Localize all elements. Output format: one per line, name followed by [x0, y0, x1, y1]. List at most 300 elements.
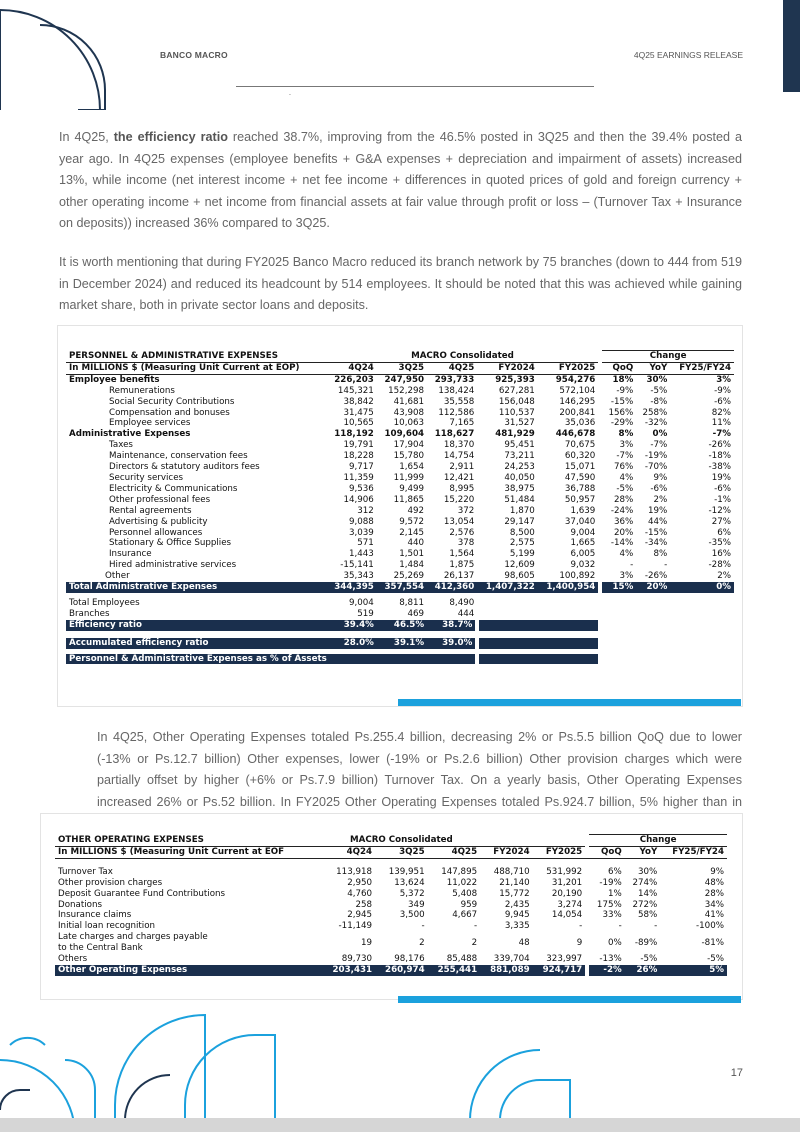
cell-value: 44%: [647, 516, 668, 527]
cell-value: 3,500: [399, 910, 425, 921]
cell-value: 3%: [619, 440, 634, 451]
cell-value: 344,395: [327, 582, 377, 593]
cell-value: 156,048: [498, 396, 535, 407]
cell-value: 349: [408, 899, 425, 910]
cell-value: -70%: [644, 462, 668, 473]
header-divider: [236, 86, 594, 87]
table-row: [66, 374, 734, 385]
row-label: Electricity & Communications: [109, 483, 238, 494]
cell-value: 531,992: [546, 866, 583, 877]
cell-value: 2: [419, 937, 425, 948]
cell-value: 3,039: [348, 527, 374, 538]
row-label: Insurance: [109, 549, 152, 560]
cell-value: -1%: [714, 494, 731, 505]
cell-value: 15%: [602, 582, 636, 593]
late-charges-label-line2: to the Central Bank: [58, 943, 143, 954]
cell-value: 21,140: [499, 877, 530, 888]
cell-value: 156%: [608, 407, 634, 418]
cell-value: 14,054: [551, 910, 583, 921]
decorative-arc-top: [0, 0, 130, 110]
table2-blue-strip: [398, 996, 741, 1003]
cell-value: 11,359: [343, 472, 374, 483]
cell-value: -9%: [616, 385, 634, 396]
cell-value: 19%: [711, 472, 731, 483]
cell-empty: [598, 654, 734, 665]
cell-value: 2,911: [449, 462, 475, 473]
cell-value: -5%: [707, 954, 724, 965]
cell-value: -: [664, 560, 668, 571]
cell-value: 8%: [618, 429, 634, 440]
row-label: Personnel allowances: [109, 527, 203, 538]
cell-value: 152,298: [388, 385, 425, 396]
page-number: 17: [730, 1067, 743, 1079]
cell-value: -: [579, 921, 583, 932]
cell-value: 9,004: [348, 597, 374, 608]
row-label: Deposit Guarantee Fund Contributions: [58, 888, 226, 899]
table2-change: Change: [589, 835, 727, 847]
cell-value: -2%: [589, 965, 625, 976]
cell-value: 0%: [607, 937, 622, 948]
cell-value: 51,484: [504, 494, 535, 505]
cell-empty: [636, 638, 670, 649]
cell-value: 372: [457, 505, 475, 516]
cell-empty: [477, 638, 538, 649]
personnel-expenses-table: [66, 350, 734, 664]
cell-value: 4%: [619, 549, 634, 560]
cell-value: 38,842: [343, 396, 374, 407]
row-label: Insurance claims: [58, 910, 132, 921]
cell-value: 1,407,322: [477, 582, 538, 593]
cell-value: 11,999: [393, 472, 425, 483]
cell-value: -8%: [650, 396, 668, 407]
table-row: [66, 440, 734, 451]
row-label: Other provision charges: [58, 877, 163, 888]
cell-value: 110,537: [498, 407, 535, 418]
cell-value: 2,145: [399, 527, 425, 538]
row-label: Rental agreements: [109, 505, 192, 516]
cell-value: 2%: [653, 494, 668, 505]
efficiency-ratio-row: [66, 620, 734, 631]
cell-value: 258%: [642, 407, 668, 418]
column-header-qoq: QoQ: [602, 362, 636, 374]
cell-value: 444: [457, 608, 475, 619]
cell-value: 258: [355, 899, 373, 910]
cell-value: 70,675: [564, 440, 596, 451]
cell-value: 9,032: [570, 560, 596, 571]
table-row: [55, 921, 727, 932]
cell-value: 37,040: [564, 516, 596, 527]
cell-value: 6%: [607, 866, 622, 877]
cell-value: 36,788: [564, 483, 596, 494]
paragraph-other-operating: In 4Q25, Other Operating Expenses totaled Ps.255.4 billion, decreasing 2% or Ps.5.5 billion QoQ due to lower (-13% or Ps.12.7 billion) Other expenses, lower (-19% or Ps.2.6 billion) Other provision charges which were partially offset by higher (+6% or Ps.7.9 billion) Turnover Tax. On a yearly basis, Other Operating Expenses increased 26% or Ps.52 billion. In FY2025 Other Operating Expenses totaled Ps.924.7 billion, 5% higher than in: [97, 730, 742, 809]
cell-value: 3%: [619, 571, 634, 582]
cell-value: 24,253: [504, 462, 535, 473]
cell-empty: [602, 620, 636, 631]
cell-value: 339,704: [493, 954, 530, 965]
cell-value: 15,780: [393, 451, 425, 462]
cell-value: 881,089: [480, 965, 533, 976]
cell-value: 35,558: [443, 396, 475, 407]
cell-value: 145,321: [337, 385, 374, 396]
cell-value: 6%: [717, 527, 731, 538]
cell-value: 571: [357, 538, 374, 549]
cell-value: -11,149: [338, 921, 373, 932]
cell-value: 30%: [638, 866, 658, 877]
table-row: [66, 408, 734, 419]
cell-value: 10,063: [393, 418, 425, 429]
cell-value: -: [421, 921, 425, 932]
cell-value: 18,228: [343, 451, 374, 462]
cell-value: 3%: [716, 374, 731, 385]
cell-value: 76%: [613, 462, 634, 473]
cell-value: 1,665: [570, 538, 596, 549]
cell-value: 9,572: [399, 516, 425, 527]
row-label: Donations: [58, 899, 103, 910]
cell-value: 1,875: [449, 560, 475, 571]
cell-value: 1,870: [509, 505, 535, 516]
column-header-fy2024: FY2024: [477, 362, 538, 374]
column-header-4q24: 4Q24: [323, 846, 376, 858]
cell-value: 20,190: [551, 888, 583, 899]
row-label: Accumulated efficiency ratio: [66, 638, 327, 649]
cell-value: 38,975: [504, 483, 535, 494]
cell-value: 8,500: [509, 527, 535, 538]
row-label: Social Security Contributions: [109, 396, 235, 407]
cell-value: 203,431: [323, 965, 376, 976]
row-label: Security services: [109, 472, 184, 483]
column-header-fy25-fy24: FY25/FY24: [660, 846, 727, 858]
table-row: [55, 878, 727, 889]
table1-unit: In MILLIONS $ (Measuring Unit Current at EOP): [66, 362, 327, 374]
branches-row: [66, 609, 734, 620]
cell-value: 1%: [607, 888, 622, 899]
cell-value: -7%: [650, 440, 668, 451]
cell-value: 18,370: [443, 440, 475, 451]
table-row: [66, 528, 734, 539]
row-label: Stationary & Office Supplies: [109, 538, 232, 549]
table-row: [66, 571, 734, 582]
cell-value: -5%: [616, 483, 634, 494]
header-report-title: 4Q25 EARNINGS RELEASE: [633, 50, 743, 60]
cell-value: 17,904: [393, 440, 425, 451]
cell-value: 627,281: [498, 385, 535, 396]
row-label: Other professional fees: [109, 494, 211, 505]
row-label: Advertising & publicity: [109, 516, 208, 527]
cell-value: -15%: [610, 396, 634, 407]
cell-value: 572,104: [559, 385, 596, 396]
cell-value: 1,501: [399, 549, 425, 560]
column-header-3q25: 3Q25: [375, 846, 428, 858]
row-label: Total Administrative Expenses: [66, 582, 327, 593]
row-label: Initial loan recognition: [58, 921, 156, 932]
cell-value: 138,424: [438, 385, 475, 396]
cell-empty: [636, 620, 670, 631]
cell-value: -14%: [610, 538, 634, 549]
cell-value: -34%: [644, 538, 668, 549]
cell-value: 118,627: [434, 429, 475, 440]
table-row: [66, 549, 734, 560]
row-label: Branches: [69, 608, 110, 619]
cell-value: 488,710: [493, 866, 530, 877]
column-header-fy2024: FY2024: [480, 846, 533, 858]
cell-value: 14%: [638, 888, 658, 899]
accumulated-efficiency-row: [66, 638, 734, 649]
cell-value: 31,201: [551, 877, 583, 888]
cell-value: 5,372: [399, 888, 425, 899]
cell-value: 1,443: [348, 549, 374, 560]
cell-value: 34%: [704, 899, 724, 910]
row-label: Employee benefits: [69, 374, 160, 385]
cell-value: 7,165: [449, 418, 475, 429]
cell-value: 4,667: [452, 910, 478, 921]
cell-value: 924,717: [533, 965, 586, 976]
cell-value: 3,274: [557, 899, 583, 910]
cell-value: -5%: [650, 385, 668, 396]
cell-value: 20%: [613, 527, 634, 538]
cell-value: 19%: [647, 505, 668, 516]
cell-value: 4,760: [347, 888, 373, 899]
cell-value: -15,141: [340, 560, 374, 571]
cell-value: 9,499: [399, 483, 425, 494]
cell-value: -19%: [644, 451, 668, 462]
cell-value: 28%: [613, 494, 634, 505]
row-label: Hired administrative services: [109, 560, 237, 571]
cell-value: 1,639: [570, 505, 596, 516]
cell-value: -6%: [714, 483, 731, 494]
cell-value: 50,957: [564, 494, 596, 505]
cell-value: 28%: [704, 888, 724, 899]
cell-value: 12,609: [504, 560, 535, 571]
cell-value: 2,576: [449, 527, 475, 538]
cell-value: 446,678: [555, 429, 596, 440]
row-label: Others: [58, 954, 88, 965]
cell-empty: [477, 609, 538, 620]
column-header-fy2025: FY2025: [538, 362, 599, 374]
cell-value: 247,950: [384, 374, 425, 385]
cell-value: 41,681: [393, 396, 425, 407]
cell-value: 12,421: [443, 472, 475, 483]
cell-value: -: [474, 921, 478, 932]
cell-empty: [670, 598, 734, 609]
cell-value: 5,199: [509, 549, 535, 560]
cell-value: 29,147: [504, 516, 535, 527]
cell-value: -100%: [696, 921, 724, 932]
cell-value: 2: [471, 937, 478, 948]
column-header-4q25: 4Q25: [427, 362, 477, 374]
cell-value: 14,906: [343, 494, 374, 505]
cell-value: 19: [361, 937, 373, 948]
cell-value: 73,211: [504, 451, 535, 462]
late-charges-label-line1: Late charges and charges payable: [58, 932, 208, 943]
cell-value: -7%: [616, 451, 634, 462]
cell-value: 469: [407, 608, 425, 619]
cell-value: 48%: [704, 877, 724, 888]
cell-value: 226,203: [334, 374, 374, 385]
cell-value: 2%: [717, 571, 731, 582]
cell-value: 481,929: [495, 429, 535, 440]
cell-value: 27%: [711, 516, 731, 527]
cell-value: 9: [576, 937, 583, 948]
cell-value: 2,575: [509, 538, 535, 549]
cell-value: 20%: [636, 582, 670, 593]
other-operating-table: [55, 834, 727, 976]
cell-value: -15%: [644, 527, 668, 538]
cell-value: 146,295: [559, 396, 596, 407]
cell-value: 15,220: [443, 494, 475, 505]
cell-value: -5%: [640, 954, 658, 965]
cell-value: 16%: [711, 549, 731, 560]
cell-value: 272%: [632, 899, 658, 910]
cell-value: 139,951: [388, 866, 425, 877]
total-employees-row: [66, 598, 734, 609]
cell-value: -35%: [708, 538, 731, 549]
table-row: [66, 451, 734, 462]
cell-value: -18%: [708, 451, 731, 462]
cell-value: 8,811: [399, 597, 425, 608]
header-bank-name: BANCO MACRO: [160, 50, 228, 60]
others-row: [55, 954, 727, 965]
cell-value: 15,772: [499, 888, 530, 899]
table-row: [66, 517, 734, 528]
row-label: Maintenance, conservation fees: [109, 451, 248, 462]
column-header-4q24: 4Q24: [327, 362, 377, 374]
cell-value: 60,320: [564, 451, 596, 462]
cell-value: 35,343: [343, 571, 374, 582]
cell-value: -32%: [644, 418, 668, 429]
cell-value: 89,730: [341, 954, 373, 965]
cell-value: -24%: [610, 505, 634, 516]
cell-empty: [538, 609, 599, 620]
table2-unit: In MILLIONS $ (Measuring Unit Current at EOF: [55, 846, 323, 858]
cell-value: -: [630, 560, 634, 571]
cell-value: 312: [357, 505, 374, 516]
cell-value: 0%: [670, 582, 734, 593]
cell-value: 112,586: [438, 407, 475, 418]
cell-value: 35,036: [564, 418, 596, 429]
cell-value: 39.1%: [377, 638, 427, 649]
cell-value: -9%: [714, 385, 731, 396]
cell-value: 274%: [632, 877, 658, 888]
header-accent-bar: [783, 0, 800, 92]
cell-value: 26%: [625, 965, 661, 976]
cell-value: 1,484: [399, 560, 425, 571]
cell-value: -6%: [650, 483, 668, 494]
cell-value: 10,565: [343, 418, 374, 429]
row-label: Administrative Expenses: [69, 429, 191, 440]
column-header-fy25-fy24: FY25/FY24: [670, 362, 734, 374]
cell-value: 118,192: [334, 429, 374, 440]
cell-value: -26%: [708, 440, 731, 451]
cell-empty: [477, 654, 598, 665]
table1-change: Change: [602, 351, 734, 363]
cell-value: 378: [457, 538, 475, 549]
row-label: Remunerations: [109, 385, 175, 396]
cell-value: 25,269: [393, 571, 425, 582]
table-row: [66, 429, 734, 440]
table-row: [66, 418, 734, 429]
cell-value: 30%: [646, 374, 668, 385]
cell-empty: [636, 598, 670, 609]
cell-value: 293,733: [434, 374, 475, 385]
cell-empty: [602, 609, 636, 620]
column-header-3q25: 3Q25: [377, 362, 427, 374]
cell-value: 39.0%: [427, 638, 477, 649]
table-row: [66, 386, 734, 397]
cell-value: 2,950: [347, 877, 373, 888]
cell-value: 200,841: [559, 407, 596, 418]
row-label: [55, 932, 323, 954]
cell-empty: [538, 638, 599, 649]
cell-value: 357,554: [377, 582, 427, 593]
cell-value: 9,004: [570, 527, 596, 538]
table-row: [66, 538, 734, 549]
cell-value: 925,393: [495, 374, 535, 385]
row-label: Efficiency ratio: [66, 620, 327, 631]
cell-value: 147,895: [441, 866, 478, 877]
cell-value: 95,451: [504, 440, 535, 451]
cell-empty: [477, 598, 538, 609]
cell-value: -81%: [701, 937, 724, 948]
cell-empty: [477, 620, 538, 631]
column-header-qoq: QoQ: [589, 846, 625, 858]
cell-value: 113,918: [336, 866, 373, 877]
other-operating-total-row: [55, 965, 727, 976]
row-label: Compensation and bonuses: [109, 407, 230, 418]
header-dot: .: [289, 90, 291, 97]
cell-value: 959: [460, 899, 478, 910]
personnel-pct-assets-row: [66, 654, 734, 665]
table2-title: OTHER OPERATING EXPENSES: [55, 835, 323, 847]
cell-value: -38%: [708, 462, 731, 473]
cell-value: 9,088: [348, 516, 374, 527]
cell-value: 5%: [660, 965, 727, 976]
cell-empty: [538, 598, 599, 609]
cell-value: 9,717: [348, 462, 374, 473]
cell-value: 519: [357, 608, 374, 619]
cell-value: 3,335: [504, 921, 530, 932]
cell-value: 31,527: [504, 418, 535, 429]
table-row: [66, 484, 734, 495]
cell-value: 492: [407, 505, 425, 516]
cell-value: 954,276: [555, 374, 596, 385]
cell-value: 82%: [711, 407, 731, 418]
footer-band: [0, 1118, 800, 1132]
paragraph-efficiency: In 4Q25, the efficiency ratio reached 38.7%, improving from the 46.5% posted in 3Q25 and then the 39.4% posted a year ago. In 4Q25 expenses (employee benefits + G&A expenses + depreciation and impairment of assets) increased 13%, while income (net interest income + net fee income + differences in quoted prices of gold and foreign currency + other operating income + net income from financial assets at fair value through profit or loss – (Turnover Tax + Insurance on deposits)) increased 36% compared to 3Q25.: [59, 130, 742, 230]
table1-blue-strip: [398, 699, 741, 706]
cell-value: 33%: [602, 910, 622, 921]
row-label: Taxes: [109, 440, 133, 451]
total-admin-expenses-row: [66, 582, 734, 593]
cell-value: 6,005: [570, 549, 596, 560]
cell-value: 85,488: [446, 954, 478, 965]
cell-value: 9%: [710, 866, 724, 877]
cell-value: -7%: [712, 429, 731, 440]
cell-empty: [602, 598, 636, 609]
cell-empty: [670, 609, 734, 620]
cell-value: 2,435: [504, 899, 530, 910]
cell-value: 19,791: [343, 440, 374, 451]
cell-value: -: [618, 921, 622, 932]
row-label: Other: [105, 571, 130, 582]
cell-value: 1,654: [399, 462, 425, 473]
cell-value: 100,892: [559, 571, 596, 582]
column-header-4q25: 4Q25: [428, 846, 481, 858]
decorative-arcs-bottom: [0, 1010, 800, 1120]
row-label: Turnover Tax: [58, 866, 113, 877]
cell-value: -13%: [599, 954, 622, 965]
cell-value: 31,475: [343, 407, 374, 418]
cell-value: 98,605: [504, 571, 535, 582]
